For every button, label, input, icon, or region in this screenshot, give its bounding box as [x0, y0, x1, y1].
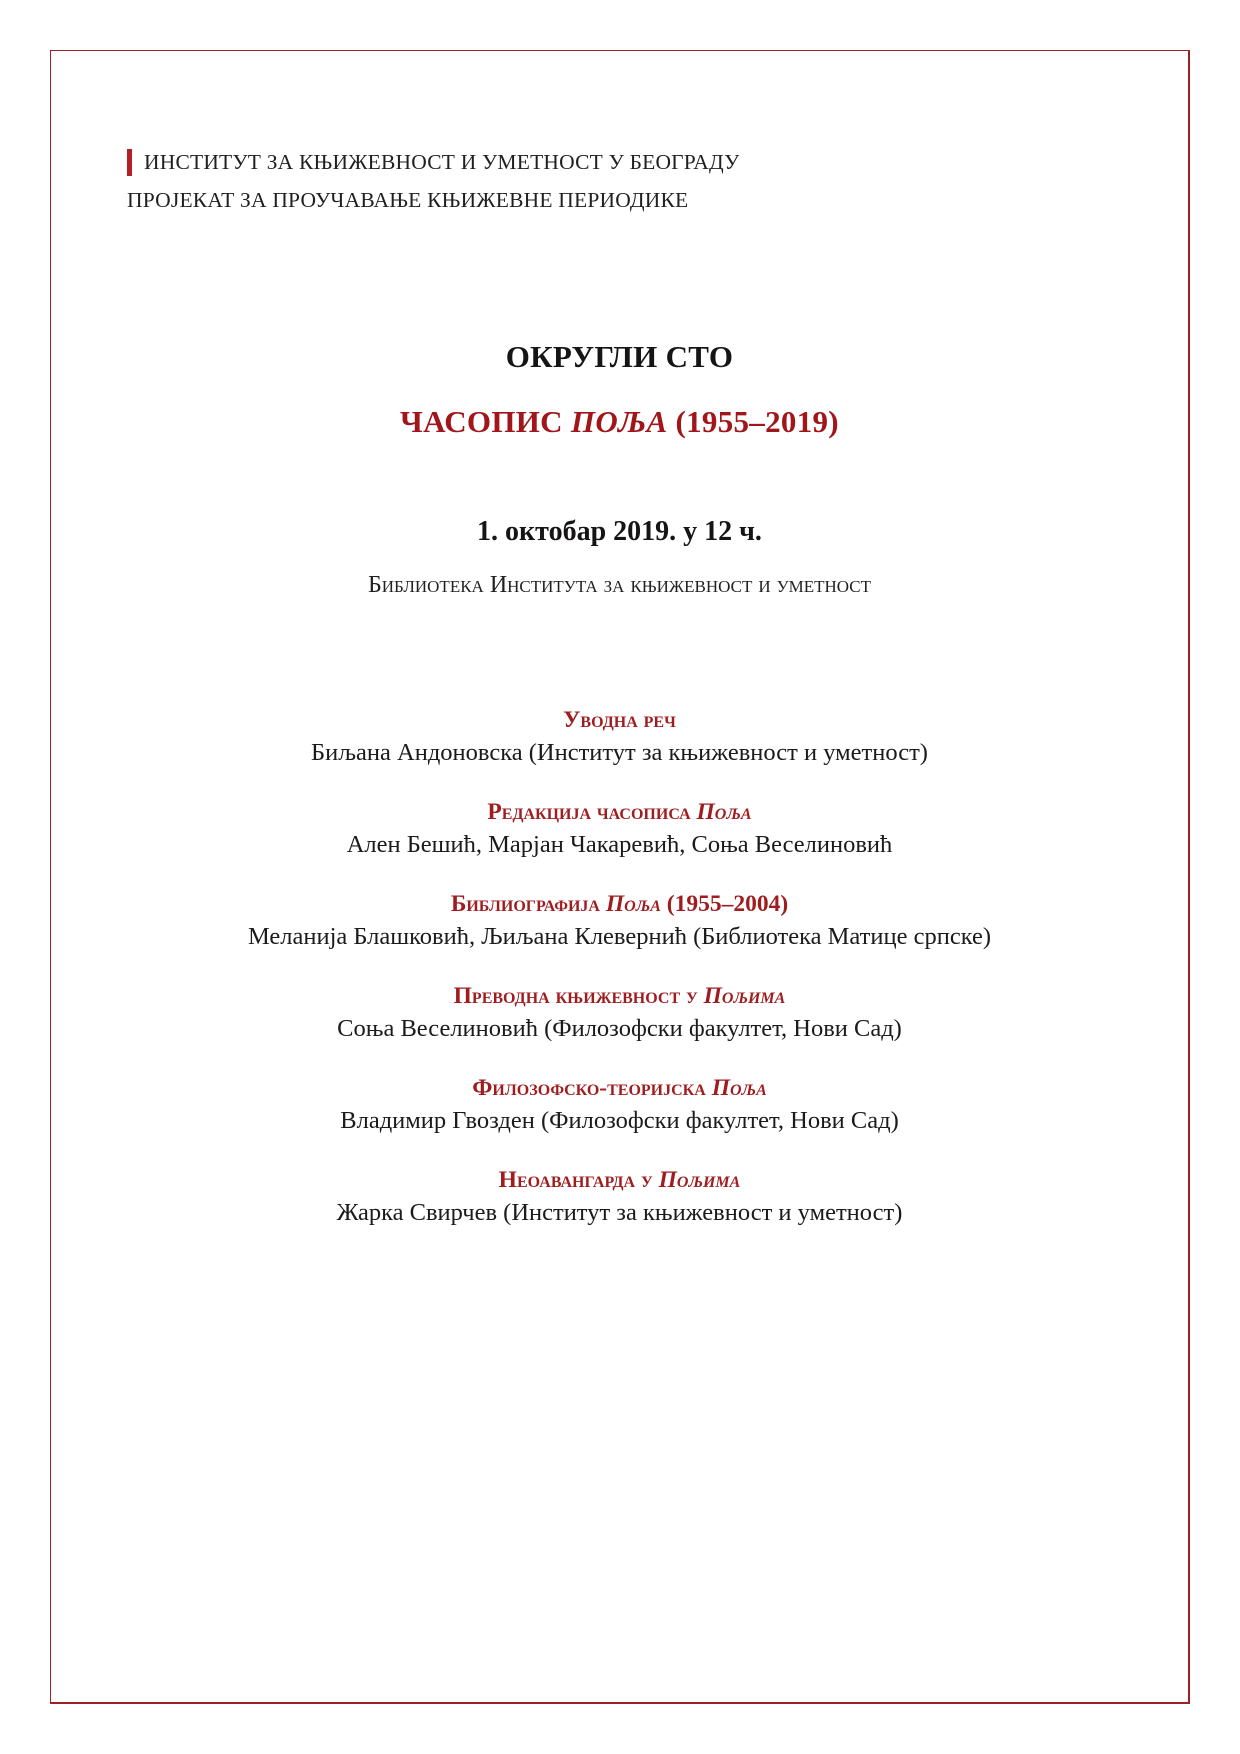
- program-item-participants: Соња Веселиновић (Филозофски факултет, Нови Сад): [337, 1015, 902, 1042]
- program-heading-suffix: (1955–2004): [660, 891, 789, 917]
- program-heading-prefix: Уводна реч: [563, 707, 676, 733]
- program-heading-journal-name: Поља: [711, 1075, 767, 1101]
- program-item: [51, 889, 1188, 953]
- event-main-title: [51, 404, 1188, 440]
- event-type-title: ОКРУГЛИ СТО: [505, 339, 734, 374]
- event-title-years: (1955–2019): [667, 404, 839, 439]
- program-item-heading: [51, 1165, 1188, 1195]
- program-heading-journal-name: Пољима: [658, 1167, 741, 1193]
- program-item-participants: Меланија Блашковић, Љиљана Клевернић (Библиотека Матице српске): [247, 923, 992, 950]
- institution-line: [127, 143, 1128, 181]
- red-accent-bar: [127, 149, 132, 176]
- program-heading-prefix: Редакција часописа: [487, 799, 697, 825]
- program-item-participants: Жарка Свирчев (Институт за књижевност и уметност): [336, 1199, 903, 1226]
- program-item: [51, 797, 1188, 861]
- program-item-heading: [51, 797, 1188, 827]
- program-heading-journal-name: Поља: [696, 799, 752, 825]
- program-heading-prefix: Преводна књижевност у: [453, 983, 704, 1009]
- project-name: ПРОЈЕКАТ ЗА ПРОУЧАВАЊЕ КЊИЖЕВНЕ ПЕРИОДИКЕ: [127, 188, 689, 212]
- program-item: [51, 981, 1188, 1045]
- event-title-prefix: ЧАСОПИС: [400, 404, 571, 439]
- program-item: [51, 705, 1188, 769]
- program-item-participants: Владимир Гвозден (Филозофски факултет, Нови Сад): [340, 1107, 899, 1134]
- event-datetime: 1. октобар 2019. у 12 ч.: [477, 516, 762, 547]
- program-list: [51, 705, 1188, 1229]
- program-heading-journal-name: Поља: [605, 891, 661, 917]
- program-heading-journal-name: Пољима: [703, 983, 786, 1009]
- program-item: [51, 1165, 1188, 1229]
- program-item-heading: [51, 705, 1188, 735]
- program-item: [51, 1073, 1188, 1137]
- event-title-journal-name: ПОЉА: [570, 404, 668, 439]
- program-item-heading: [51, 889, 1188, 919]
- program-item-heading: [51, 1073, 1188, 1103]
- program-item-participants: Ален Бешић, Марјан Чакаревић, Соња Веселиновић: [346, 831, 893, 858]
- event-venue: Библиотека Института за књижевност и уметност: [367, 572, 872, 598]
- page-border-frame: [50, 50, 1190, 1704]
- program-heading-prefix: Библиографија: [450, 891, 606, 917]
- program-heading-prefix: Филозофско-теоријска: [472, 1075, 712, 1101]
- program-item-heading: [51, 981, 1188, 1011]
- institution-name: ИНСТИТУТ ЗА КЊИЖЕВНОСТ И УМЕТНОСТ У БЕОГРАДУ: [144, 150, 740, 174]
- program-heading-prefix: Неоавангарда у: [498, 1167, 659, 1193]
- program-item-participants: Биљана Андоновска (Институт за књижевност и уметност): [311, 739, 928, 766]
- institution-header: [127, 143, 1128, 219]
